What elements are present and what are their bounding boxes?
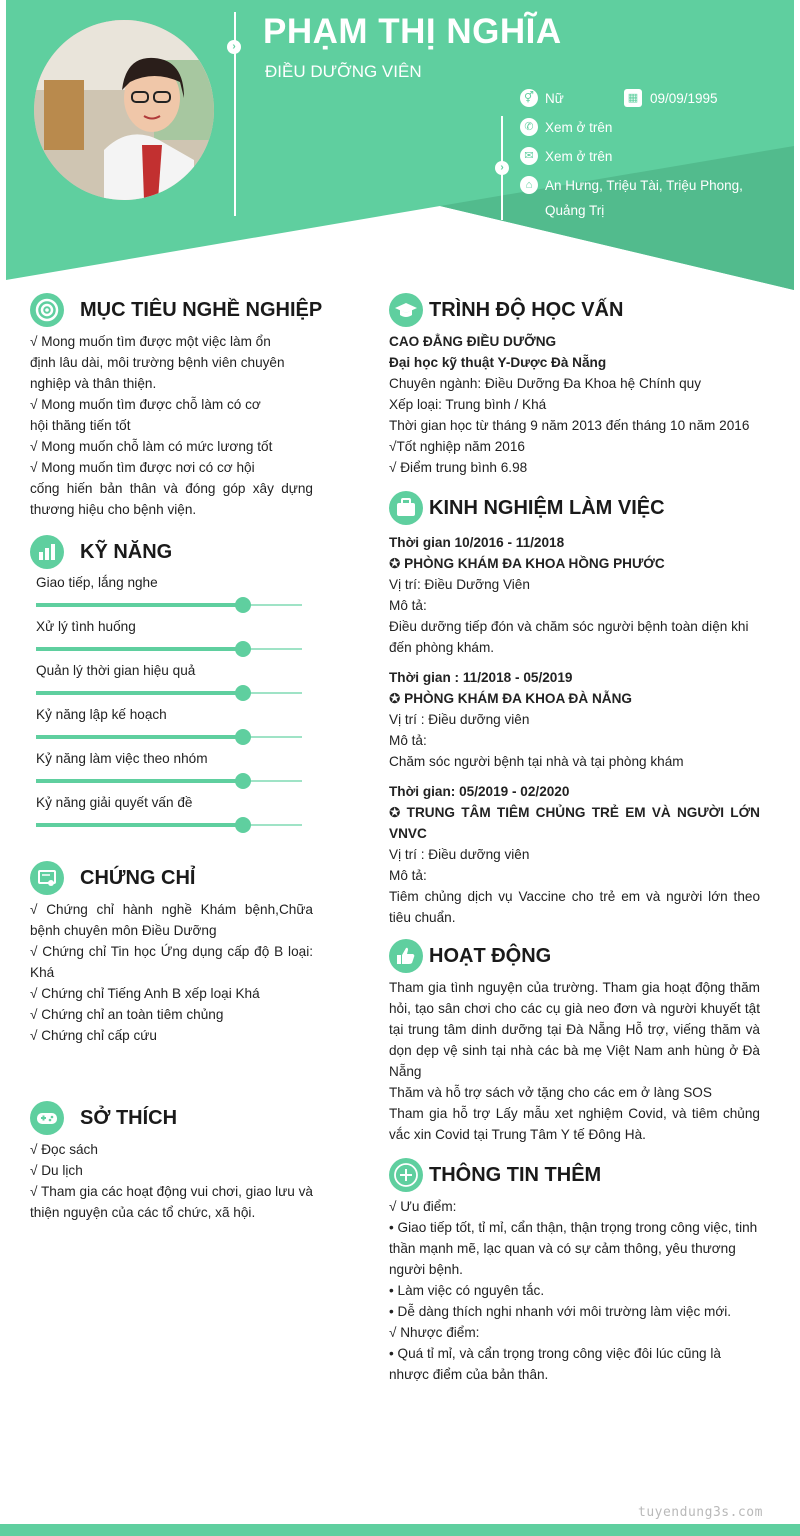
footer-bar (0, 1524, 800, 1536)
experience-list (389, 532, 760, 928)
skill-name: Quản lý thời gian hiệu quả (36, 663, 196, 678)
additional-line: • Quá tỉ mỉ, và cẩn trọng trong công việc đôi lúc cũng là nhược điểm của bản thân. (389, 1346, 721, 1382)
activity-line: Tham gia hỗ trợ Lấy mẫu xet nghiệm Covid, và tiêm chủng vắc xin Covid tại Trung Tâm Y tế Đông Hà. (389, 1106, 760, 1142)
skill-fill (36, 647, 243, 651)
education-line: Thời gian học từ tháng 9 năm 2013 đến tháng 10 năm 2016 (389, 418, 750, 433)
hobbies-section (30, 1100, 313, 1223)
section-title: KỸ NĂNG (80, 540, 173, 563)
section-title: TRÌNH ĐỘ HỌC VẤN (429, 298, 624, 321)
certificates-section (30, 860, 313, 1046)
certificate-line: √ Chứng chỉ cấp cứu (30, 1028, 157, 1043)
skill-item (30, 660, 313, 704)
skill-fill (36, 779, 243, 783)
job-desc-label: Mô tả: (389, 733, 427, 748)
job-period: Thời gian: 05/2019 - 02/2020 (389, 784, 570, 799)
email-icon: ✉ (520, 147, 538, 165)
portrait-image (34, 20, 214, 200)
skill-knob (235, 685, 251, 701)
target-icon (30, 293, 64, 327)
section-header (30, 292, 323, 328)
job-item (389, 532, 760, 658)
section-header (389, 938, 760, 974)
skill-bar (36, 726, 302, 748)
chevron-right-icon: › (227, 40, 241, 54)
education-school: Đại học kỹ thuật Y-Dược Đà Nẵng (389, 355, 607, 370)
section-title: THÔNG TIN THÊM (429, 1163, 602, 1186)
skill-item (30, 792, 313, 836)
skill-bar (36, 814, 302, 836)
avatar (34, 20, 214, 200)
skill-bar (36, 682, 302, 704)
section-title: KINH NGHIỆM LÀM VIỆC (429, 496, 665, 519)
objective-line: √ Mong muốn tìm được nơi có cơ hội (30, 460, 255, 475)
additional-line: √ Ưu điểm: (389, 1199, 457, 1214)
skill-fill (36, 691, 243, 695)
additional-line: √ Nhược điểm: (389, 1325, 480, 1340)
skill-name: Giao tiếp, lắng nghe (36, 575, 158, 590)
skill-name: Kỷ năng làm việc theo nhóm (36, 751, 208, 766)
education-line: √Tốt nghiệp năm 2016 (389, 439, 525, 454)
job-item (389, 781, 760, 928)
address-line-2: Quảng Trị (545, 203, 605, 218)
job-period: Thời gian : 11/2018 - 05/2019 (389, 670, 573, 685)
skill-item (30, 748, 313, 792)
chevron-right-icon: › (495, 161, 509, 175)
skill-name: Xử lý tình huống (36, 619, 136, 634)
phone-value: Xem ở trên (545, 120, 613, 135)
section-header (389, 490, 760, 526)
hobby-line: √ Tham gia các hoạt động vui chơi, giao lưu và thiện nguyện của các tổ chức, xã hội. (30, 1184, 313, 1220)
address-line-1: An Hưng, Triệu Tài, Triệu Phong, (545, 178, 743, 193)
education-section (389, 292, 760, 478)
skill-name: Kỷ năng giải quyết vấn đề (36, 795, 193, 810)
additional-line: • Làm việc có nguyên tắc. (389, 1283, 545, 1298)
job-position: Vị trí: Điều Dưỡng Viên (389, 577, 530, 592)
job-position: Vị trí : Điều dưỡng viên (389, 847, 530, 862)
certificates-text (30, 899, 313, 1046)
education-text (389, 331, 760, 478)
objective-text (30, 331, 313, 520)
section-title: MỤC TIÊU NGHỀ NGHIỆP (80, 298, 323, 321)
skill-knob (235, 597, 251, 613)
candidate-name: PHẠM THỊ NGHĨA (263, 12, 562, 51)
address-value (545, 173, 743, 223)
gender-icon: ⚥ (520, 89, 538, 107)
objective-line: định lâu dài, môi trường bệnh viên chuyên (30, 355, 285, 370)
skill-bar (36, 594, 302, 616)
calendar-icon: ▦ (624, 89, 642, 107)
additional-info-section (389, 1157, 760, 1385)
education-line: √ Điểm trung bình 6.98 (389, 460, 528, 475)
skill-fill (36, 735, 243, 739)
job-company: ✪ PHÒNG KHÁM ĐA KHOA HỒNG PHƯỚC (389, 556, 665, 571)
birthday-value: 09/09/1995 (650, 91, 718, 106)
job-period: Thời gian 10/2016 - 11/2018 (389, 535, 565, 550)
education-line: Chuyên ngành: Điều Dưỡng Đa Khoa hệ Chính quy (389, 376, 701, 391)
objective-line: √ Mong muốn tìm được một việc làm ổn (30, 334, 271, 349)
email-value: Xem ở trên (545, 149, 613, 164)
hobbies-text (30, 1139, 313, 1223)
objective-line: √ Mong muốn chỗ làm có mức lương tốt (30, 439, 273, 454)
cv-header (0, 0, 800, 290)
skill-item (30, 572, 313, 616)
skills-section (30, 534, 313, 836)
skill-fill (36, 603, 243, 607)
additional-line: • Dễ dàng thích nghi nhanh với môi trường làm việc mới. (389, 1304, 732, 1319)
section-title: SỞ THÍCH (80, 1106, 178, 1129)
skill-knob (235, 817, 251, 833)
briefcase-icon (389, 491, 423, 525)
job-desc: Tiêm chủng dịch vụ Vaccine cho trẻ em và người lớn theo tiêu chuẩn. (389, 889, 760, 925)
section-header (389, 1157, 760, 1193)
section-header (30, 1100, 313, 1136)
section-title: CHỨNG CHỈ (80, 866, 196, 889)
hobby-line: √ Đọc sách (30, 1142, 98, 1157)
skill-name: Kỷ năng lập kế hoạch (36, 707, 167, 722)
skill-fill (36, 823, 243, 827)
left-column (30, 292, 323, 1223)
section-header (30, 860, 313, 896)
graduation-cap-icon (389, 293, 423, 327)
education-line: Xếp loại: Trung bình / Khá (389, 397, 547, 412)
section-title: HOẠT ĐỘNG (429, 944, 552, 967)
objective-line: nghiệp và thân thiện. (30, 376, 157, 391)
candidate-title: ĐIỀU DƯỠNG VIÊN (265, 62, 422, 81)
skills-list (30, 572, 313, 836)
thumbs-up-icon (389, 939, 423, 973)
phone-icon: ✆ (520, 118, 538, 136)
activities-section (389, 938, 760, 1145)
plus-circle-icon (389, 1158, 423, 1192)
certificate-icon (30, 861, 64, 895)
certificate-line: √ Chứng chỉ Tiếng Anh B xếp loại Khá (30, 986, 260, 1001)
watermark: tuyendung3s.com (638, 1505, 763, 1520)
hobby-line: √ Du lịch (30, 1163, 83, 1178)
skill-bar (36, 770, 302, 792)
experience-section (389, 490, 760, 928)
job-desc-label: Mô tả: (389, 868, 427, 883)
activity-line: Thăm và hỗ trợ sách vở tặng cho các em ở làng SOS (389, 1085, 712, 1100)
objective-line: hội thăng tiến tốt (30, 418, 131, 433)
additional-line: • Giao tiếp tốt, tỉ mỉ, cẩn thận, thận trọng trong công việc, tinh thần mạnh mẽ, lạc quan và có sự cảm thông, yêu thương người bệnh. (389, 1220, 758, 1277)
home-icon: ⌂ (520, 176, 538, 194)
job-company: ✪ PHÒNG KHÁM ĐA KHOA ĐÀ NẴNG (389, 691, 632, 706)
activity-line: Tham gia tình nguyện của trường. Tham gia hoạt động thăm hỏi, tạo sân chơi cho các cụ già neo đơn và người khuyết tật tại trung tâm dinh dưỡng tại Đà Nẵng Hỗ trợ, viếng thăm và dọn dẹp vệ sinh tại nhà các bà mẹ Việt Nam anh hùng ở Đà Nẵng (389, 980, 760, 1079)
gamepad-icon (30, 1101, 64, 1135)
bar-chart-icon (30, 535, 64, 569)
gender-value: Nữ (545, 91, 564, 106)
skill-item (30, 704, 313, 748)
section-header (389, 292, 760, 328)
objective-line: cống hiến bản thân và đóng góp xây dựng (30, 481, 313, 496)
skill-knob (235, 729, 251, 745)
job-company: ✪ TRUNG TÂM TIÊM CHỦNG TRẺ EM VÀ NGƯỜI LỚN VNVC (389, 805, 760, 841)
objective-line: thương hiệu cho bệnh viện. (30, 502, 197, 517)
job-desc: Điều dưỡng tiếp đón và chăm sóc người bệnh toàn diện khi đến phòng khám. (389, 619, 749, 655)
activities-text (389, 977, 760, 1145)
skill-bar (36, 638, 302, 660)
certificate-line: √ Chứng chỉ Tin học Ứng dụng cấp độ B loại: Khá (30, 944, 313, 980)
right-column (389, 292, 760, 1385)
job-position: Vị trí : Điều dưỡng viên (389, 712, 530, 727)
skill-knob (235, 773, 251, 789)
certificate-line: √ Chứng chỉ an toàn tiêm chủng (30, 1007, 224, 1022)
skill-item (30, 616, 313, 660)
education-degree: CAO ĐẲNG ĐIỀU DƯỠNG (389, 334, 557, 349)
job-desc: Chăm sóc người bệnh tại nhà và tại phòng khám (389, 754, 684, 769)
objective-section (30, 292, 323, 520)
skill-knob (235, 641, 251, 657)
certificate-line: √ Chứng chỉ hành nghề Khám bệnh,Chữa bệnh chuyên môn Điều Dưỡng (30, 902, 313, 938)
section-header (30, 534, 313, 570)
job-item (389, 667, 760, 772)
additional-info-text (389, 1196, 760, 1385)
job-desc-label: Mô tả: (389, 598, 427, 613)
objective-line: √ Mong muốn tìm được chỗ làm có cơ (30, 397, 261, 412)
